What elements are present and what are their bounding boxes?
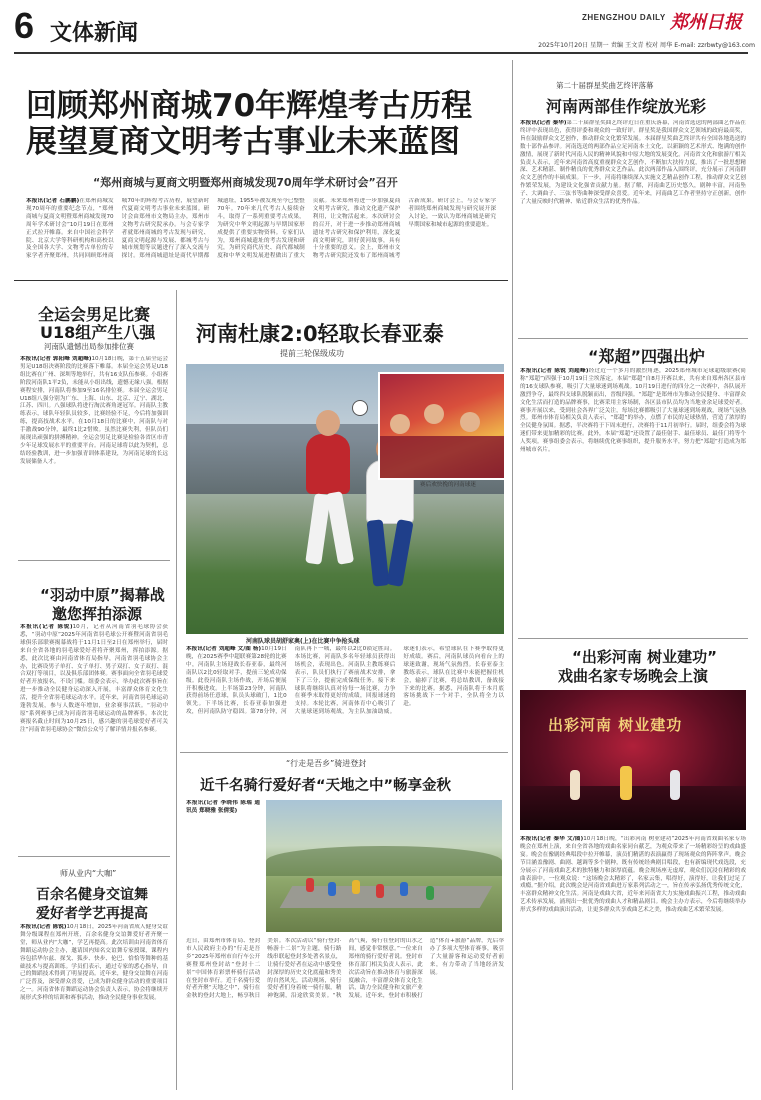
left-story-3-byline: 本报讯(记者 陈锐) [20,924,67,930]
right-story-1-byline: 本报讯(记者 秦华) [520,120,567,126]
soccer-photo-caption: 河南队球员胡舒家奥(上)在比赛中争抢头球 [246,638,360,645]
center-story-1-headline: 河南杜康2:0轻取长春亚泰 [196,322,444,346]
center-story-1-body-lower [186,646,504,742]
right-story-3-text: 10月18日晚，“出彩河南 树业建功”2025年河南省戏曲名家专场晚会在郑州上演，来自全省各地的戏曲名家同台献艺，为观众带来了一场精彩纷呈的戏曲盛宴。晚会在豫剧经典唱段中拉开帷幕，演员们精湛的表演赢得了现场观众的阵阵掌声。晚会节目涵盖豫剧、曲剧、越调等多个剧种，既有传统经典剧目唱段，也有新编现代戏选段，充分展示了河南戏曲艺术的独特魅力和深厚底蕴。晚会现场座无虚席，观众们沉浸在精彩的戏曲表演中。一位观众说：“这场晚会太精彩了，名家云集，唱得好，演得好，让我们过足了戏瘾。”据介绍，此次晚会是河南省戏曲进万家系列活动之一，旨在传承弘扬优秀传统文化，丰富群众精神文化生活。河南是戏曲大省，近年来河南省大力实施戏曲振兴工程，推动戏曲艺术传承发展，涌现出一批优秀的戏曲人才和精品剧目。晚会主办方表示，今后将继续举办形式多样的戏曲演出活动，让更多群众共享戏曲艺术之美，推动戏曲艺术繁荣发展。 [520,836,746,914]
right-story-2-body [520,368,746,634]
left-story-1-rule [18,560,170,561]
right-story-3-body [520,836,746,1090]
column-divider-right [512,60,513,1090]
center-story-1-byline: 本报讯(记者 刘超峰 文/图 杨) [186,646,262,652]
center-story-2-body-top [186,800,260,940]
left-story-3-kicker: 师从业内“大咖” [60,869,117,878]
brand-logo: 郑州日报 [670,12,742,33]
masthead-rule [14,52,748,54]
main-headline-line-1: 回顾郑州商城70年辉煌考古历程 [26,88,473,124]
center-story-1-rule [180,752,508,753]
opera-stage-banner-text: 出彩河南 树业建功 [548,716,683,734]
left-story-1-subhead: 河南队遗憾出局参加排位赛 [44,342,134,351]
center-story-2-body [186,938,504,1090]
column-divider-left [176,290,177,1090]
cycling-photo [266,800,502,932]
left-story-1-text: 10月18日晚，第十五届全运会男足U18组决赛阶段的比赛落下帷幕。本届全运会男足U18组比赛在广州、深圳等地举行，共有16支队伍参赛。小组赛阶段河南队1平2负，未能从小组出线，遗憾无缘八强。根据赛程安排，河南队将参加9至16名排位赛。本届全运会男足U18组八强分别为广东、上海、山东、北京、辽宁、湖北、江苏、四川。八强球队将进行淘汰赛角逐冠军。河南队主教练表示，球队年轻队员较多，比赛经验不足，今后将加强训练，提高技战术水平。在10月18日的比赛中，河南队与对手激战90分钟，最终1比2惜败。虽然比赛失利，但队员们展现出顽强的拼搏精神。全运会男足比赛是检验各省区市青少年足球发展水平的重要平台。河南足球将以此为契机，总结经验教训，进一步加强青训体系建设，为河南足球的长远发展储备人才。 [20,356,168,465]
center-story-2-byline: 本报讯(记者 李晓伟 陈瑞 通讯员 郑晓雅 张倩雯) [186,800,260,814]
left-story-3-text: 10月18日，2025年河南省成人健身交谊舞分级课程在郑州开班，百余名健身交谊舞爱好者齐聚一堂，师从业内“大咖”，学艺再提高。此次培训由河南省体育舞蹈运动协会主办，邀请国内知名交谊舞专家授课，课程内容包括华尔兹、探戈、狐步、快步、伦巴、恰恰等舞种的基础技术与提高训练。学员们表示，通过专家的悉心指导，自己的舞蹈技术得到了明显提高。近年来，健身交谊舞在河南广泛普及，深受群众喜爱，已成为群众健身活动的重要项目之一。河南省体育舞蹈运动协会负责人表示，协会将继续开展形式多样的培训和赛事活动，推动全民健身事业发展。 [20,924,168,1002]
right-story-1-kicker: 第二十届群星奖曲艺终评落幕 [556,81,654,90]
section-title: 文体新闻 [50,21,139,46]
main-body [26,198,496,270]
right-story-1-text: 第二十届群星奖曲艺终评近日在重庆落幕，河南省选送的两部曲艺作品在终评中表现出色，获得评委和观众的一致好评。群星奖是我国群众文艺领域的政府最高奖，旨在鼓励群众文艺创作，推动群众文化繁荣发展。本届群星奖曲艺终评共有全国各地选送的数十部作品参评。河南选送的两部作品立足河南本土文化，以新颖的艺术形式、饱满的创作激情，展现了新时代河南人民的精神风貌和中原大地的发展变化。河南省文化和旅游厅相关负责人表示，近年来河南省高度重视群众文艺创作，不断加大扶持力度，推出了一批思想精深、艺术精湛、制作精良的优秀群众文艺作品。此次两部作品入围终评，充分展示了河南群众文艺创作的丰硕成果。下一步，河南将继续深入实施文艺精品创作工程，推动群众文艺创作繁荣发展，为建设文化强省贡献力量。据了解，河南曲艺历史悠久，剧种丰富，河南坠子、大调曲子、三弦书等曲种深受群众喜爱。近年来，河南曲艺工作者坚持守正创新，创作了大量反映时代精神、贴近群众生活的优秀作品。 [520,120,746,206]
right-story-3-byline: 本报讯(记者 秦华 文/图) [520,836,584,842]
page-number: 6 [14,5,35,46]
left-story-1-byline: 本报讯(记者 郭阳峰 刘超峰) [20,356,92,362]
main-bottom-rule [14,280,508,281]
center-story-1-text: 10月19日晚，在2025赛季中超联赛第28轮的比赛中，河南队主场迎战长春亚泰，最终河南队以2比0轻取对手，提前三轮成功保级。此役河南队主场作战，开场后便展开积极进攻。上半场第23分钟，河南队获得前场任意球，队员头球破门，1比0领先。下半场比赛，长春亚泰加强进攻，但河南队防守稳固。第78分钟，河南队再下一城，最终以2比0锁定胜局。本场比赛，河南队多名年轻球员获得出场机会，表现出色。河南队主教练赛后表示，队员们执行了赛前战术安排，拿下了三分，提前完成保级任务。接下来球队将继续认真对待每一场比赛，力争在赛季末取得更好的成绩，回报球迷的支持。本轮比赛，河南体育中心吸引了大量球迷到场观战，为主队加油助威。球迷们表示，希望球队在下赛季取得更好成绩。赛后，河南队球员向看台上的球迷致谢，现场气氛热烈。长春亚泰主教练表示，球队在比赛中未能把握住机会，输掉了比赛，将总结教训，备战接下来的比赛。据悉，河南队将于本月底客场挑战下一个对手，全队将全力以赴。 [186,646,504,716]
fans-inset-photo [378,372,506,480]
opera-stage-photo [520,690,746,830]
left-story-2-byline: 本报讯(记者 陈锐) [20,624,73,630]
right-story-3-headline-2: 戏曲名家专场晚会上演 [558,667,709,685]
right-story-2-byline: 本报讯(记者 陈锐 刘超峰) [520,368,589,374]
left-story-3-headline-2: 爱好者学艺再提高 [36,906,148,922]
left-story-1-headline-2: U18组产生八强 [40,323,156,342]
main-byline: 本报讯(记者 石鹏鹏) [26,198,80,204]
right-story-3-headline-1: “出彩河南 树业建功” [572,648,717,666]
center-story-2-headline: 近千名骑行爱好者“天地之中”畅享金秋 [200,778,452,794]
left-story-1-headline-1: 全运会男足比赛 [38,305,151,324]
right-story-2-rule [518,638,748,639]
left-story-2-headline-1: “羽动中原”揭幕战 [40,586,165,604]
main-headline-line-2: 展望夏商文明考古事业未来蓝图 [26,124,460,160]
left-story-2-text: 10月，记者从河南省羽毛球协会获悉，“羽动中原”2025年河南省羽毛球公开赛暨河南省羽毛球俱乐部联赛揭幕战将于11月1日至2日在郑州举行，届时来自全省各地的羽毛球爱好者将齐聚郑州，挥拍添源。据悉，此次比赛由河南省体育局指导，河南省羽毛球协会主办，比赛设男子单打、女子单打、男子双打、女子双打、混合双打等项目，以及俱乐部团体赛。赛事面向全省羽毛球爱好者开放报名，不设门槛。组委会表示，举办此次赛事旨在进一步推动全民健身运动深入开展，丰富群众体育文化生活，提升全省羽毛球运动水平。近年来，河南省羽毛球运动蓬勃发展，参与人数逐年增加，业余赛事活跃。“羽动中原”系列赛事已成为河南省羽毛球运动的品牌赛事。本次比赛报名截止时间为10月25日，感兴趣的羽毛球爱好者可关注“河南省羽毛球协会”微信公众号了解详情并报名参赛。 [20,624,168,733]
left-story-2-headline-2: 邀您挥拍添源 [52,605,143,623]
right-story-2-text: 经过近一个多月的激烈角逐，2025郑州城市足球超级联赛(简称“郑超”)四强于10月19日尘埃落定。本届“郑超”自8月开赛以来，共有来自郑州各区县市的16支球队参赛，吸引了大量球迷到场观战。10月19日进行的四分之一决赛中，各队展开激烈争夺，最终四支球队脱颖而出，晋级四强。“郑超”是郑州市为推动全民健身、丰富群众文化生活而打造的品牌赛事，比赛采用主客场制，各区县市队员均为当地业余足球爱好者。赛事开展以来，受到社会各界广泛关注，每场比赛都吸引了大量球迷到场观战，现场气氛热烈。郑州市体育局相关负责人表示，“郑超”的举办，点燃了市民的足球热情，营造了浓厚的全民健身氛围。据悉，半决赛将于下周末进行，决赛将于11月初举行。届时，组委会将为球迷们带来更加精彩的比赛。此外，本届“郑超”还设置了最佳射手、最佳球员、最佳门将等个人奖项。赛事组委会表示，将继续优化赛事组织，提升服务水平，努力把“郑超”打造成为郑州城市名片。 [520,368,746,454]
main-subhead: “郑州商城与夏商文明暨郑州商城发现70周年学术研讨会”召开 [93,176,398,189]
right-story-1-rule [518,338,748,339]
right-story-2-headline: “郑超”四强出炉 [588,347,706,366]
left-story-2-rule [18,856,170,857]
left-story-1-body [20,356,168,554]
dateline: 2025年10月20日 星期一 责编 王文青 校对 周华 E-mail: zzrbwty@163.com [538,42,755,49]
left-story-3-headline-1: 百余名健身交谊舞 [36,887,148,903]
right-story-1-body [520,120,746,334]
fans-inset-caption: 赛后欢快挽的河南球迷 [420,482,476,488]
center-story-2-kicker: “行走是吾乡”骑进登封 [286,759,367,768]
brand-english: ZHENGZHOU DAILY [582,13,666,22]
main-body-text: 在郑州商城发现70周年的重要纪念节点，“郑州商城与夏商文明暨郑州商城发现70周年学术研讨会”10月19日在郑州正式拉开帷幕。来自中国社会科学院、北京大学等科研机构和高校以及全国各大学、文物考古单位的专家学者齐聚郑州，共同回顾郑州商城70年的辉煌考古历程，展望新时代夏商文明考古事业未来蓝图。研讨会由郑州市文物局主办，郑州市文物考古研究院承办。与会专家学者就郑州商城的考古发现与研究、夏商文明起源与发展、都城考古与城市规划等议题进行了深入交流与探讨。郑州商城遗址是商代早期都城遗址，1955年被发现至今已整整70年。70年来几代考古人接续奋斗，取得了一系列重要考古成果，为研究中华文明起源与早期国家形成提供了重要实物资料。专家们认为，郑州商城遗址的考古发现和研究，为研究商代历史、商代都城制度和中华文明发展进程做出了重大贡献。未来郑州将进一步加强夏商文明考古研究，推动文化遗产保护利用，让文物活起来。本次研讨会的召开，对于进一步推动郑州商城遗址考古研究和保护利用，深化夏商文明研究，讲好黄河故事，具有十分重要的意义。会上，郑州市文物考古研究院还发布了郑州商城考古新成果。研讨会上，与会专家学者围绕郑州商城发现与研究展开深入讨论，一致认为郑州商城是研究早期国家和城市起源的重要遗址。 [26,198,496,260]
left-story-2-body [20,624,168,852]
left-story-3-body [20,924,168,1090]
center-story-1-subhead: 提前三轮保级成功 [280,349,344,358]
center-story-2-text: 近日，由郑州市体育局、登封市人民政府主办的“行走是吾乡”2025年郑州市自行车公开赛暨郑州登封站“登封十二景”中国体育彩票杯骑行活动在登封市举行。近千名骑行爱好者齐聚“天地之中”，骑行在金秋的登封大地上，畅享秋日美景。本次活动以“骑行登封·畅游十二景”为主题，骑行路线串联起登封多处著名景点，让骑行爱好者在运动中感受登封深厚的历史文化底蕴和秀美的自然风光。活动现场，骑行爱好者们身着统一骑行服，精神饱满，沿途欣赏美景。“秋高气爽，骑行在登封的山水之间，感觉非常惬意。”一位来自郑州的骑行爱好者说。登封市体育部门相关负责人表示，此次活动旨在推动体育与旅游深度融合，丰富群众体育文化生活，助力全民健身和文旅产业发展。近年来，登封市积极打造“体育+旅游”品牌，先后举办了多项大型体育赛事，吸引了大量游客和运动爱好者前来，有力带动了当地经济发展。 [186,938,504,1000]
right-story-1-headline: 河南两部佳作绽放光彩 [546,97,707,116]
